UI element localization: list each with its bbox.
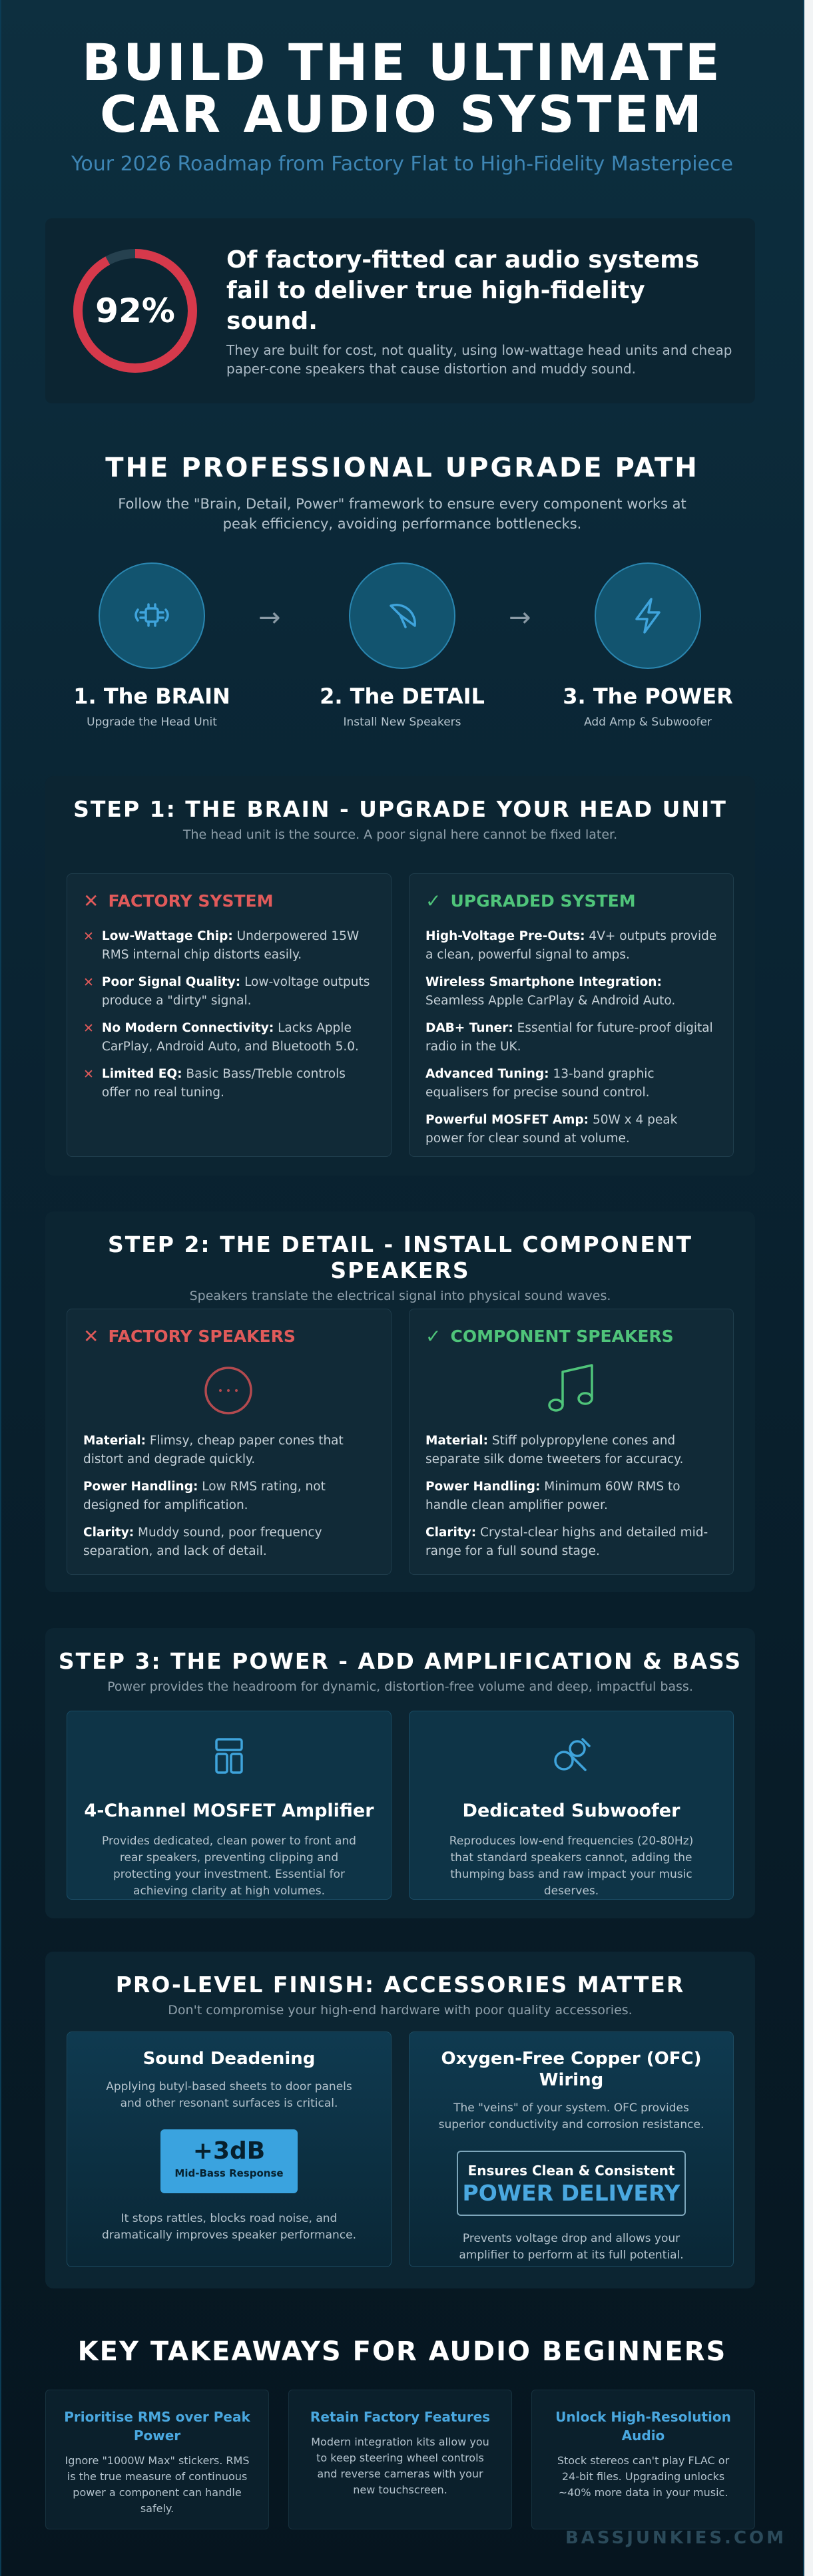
section-title: STEP 1: THE BRAIN - UPGRADE YOUR HEAD UNIT [73,796,727,822]
path-step-sub: Install New Speakers [343,716,461,729]
section-subtitle: Power provides the headroom for dynamic, distortion-free volume and deep, impactful bass. [107,1679,693,1694]
path-description: Follow the "Brain, Detail, Power" framework to ensure every component works at peak efficiency, avoiding performance bottlenecks. [118,496,686,532]
deadening-desc: Applying butyl-based sheets to door panels and other resonant surfaces is critical. [106,2080,352,2110]
hero-title-line1: BUILD THE ULTIMATE [82,33,722,92]
power-badge-line2: POWER DELIVERY [462,2180,680,2206]
takeaways-title: KEY TAKEAWAYS FOR AUDIO BEGINNERS [77,2336,727,2367]
broken-speaker-icon [202,1364,255,1417]
list-item: Clarity: Muddy sound, poor frequency separation, and lack of detail. [83,1526,322,1558]
factory-speakers-list [83,1432,375,1570]
list-item: DAB+ Tuner: Essential for future-proof digital radio in the UK. [425,1021,713,1054]
card-title [425,1325,674,1347]
close-icon: ✕ [83,890,99,912]
arrow-icon: → [258,602,281,633]
section-subtitle: Don't compromise your high-end hardware with poor quality accessories. [168,2003,633,2018]
list-item: Power Handling: Minimum 60W RMS to handle clean amplifier power. [425,1480,680,1512]
ofc-desc: The "veins" of your system. OFC provides superior conductivity and corrosion resistance. [438,2101,704,2131]
path-step-sub: Upgrade the Head Unit [87,716,217,729]
takeaway-desc: Stock stereos can't play FLAC or 24-bit files. Upgrading unlocks ~40% more data in your music. [557,2454,730,2499]
takeaway-heading: Prioritise RMS over Peak Power [64,2409,250,2444]
brand-watermark: BASSJUNKIES.COM [565,2528,786,2548]
cross-icon: ✕ [83,1067,94,1082]
subwoofer-desc: Reproduces low-end frequencies (20-80Hz) that standard speakers cannot, adding the thumping bass and raw impact your music deserves. [449,1834,694,1898]
close-icon: ✕ [83,1325,99,1347]
deadening-title: Sound Deadening [142,2049,316,2069]
speaker-detail-icon [349,562,455,669]
hero-title [0,33,804,144]
amplifier-desc: Provides dedicated, clean power to front and rear speakers, preventing clipping and protecting your investment. Essential for achieving clarity at high volumes. [102,1834,356,1898]
stat-description: They are built for cost, not quality, using low-wattage head units and cheap paper-cone speakers that cause distortion and muddy sound. [226,342,732,377]
list-item: Wireless Smartphone Integration: Seamless Apple CarPlay & Android Auto. [425,975,676,1008]
deadening-foot: It stops rattles, blocks road noise, and dramatically improves speaker performance. [101,2212,356,2242]
cross-icon: ✕ [83,975,94,990]
list-item: Clarity: Crystal-clear highs and detailed mid-range for a full sound stage. [425,1526,708,1558]
section-title: STEP 3: THE POWER - ADD AMPLIFICATION & BASS [58,1648,742,1674]
page-margin [804,0,813,2576]
takeaway-card [288,2390,512,2529]
section-subtitle: The head unit is the source. A poor signal here cannot be fixed later. [182,827,618,842]
path-step-label: 1. The BRAIN [73,684,230,709]
power-delivery-badge [457,2151,686,2216]
accessories-section [45,1952,755,2288]
music-note-icon [545,1361,599,1417]
card-title-text: FACTORY SPEAKERS [108,1327,296,1346]
brain-circuit-icon [99,562,205,669]
card-title [83,890,274,912]
factory-speakers-card [67,1309,392,1575]
lightning-icon [595,562,701,669]
takeaway-desc: Ignore "1000W Max" stickers. RMS is the true measure of continuous power a component can handle safely. [65,2454,250,2515]
card-title-text: FACTORY SYSTEM [108,891,274,911]
subwoofer-title: Dedicated Subwoofer [462,1801,680,1821]
list-item: Advanced Tuning: 13-band graphic equalisers for precise sound control. [425,1067,655,1100]
check-icon: ✓ [425,890,441,912]
list-item: ✕ No Modern Connectivity: Lacks Apple CarPlay, Android Auto, and Bluetooth 5.0. [83,1019,375,1056]
takeaway-heading: Retain Factory Features [310,2409,491,2425]
step1-section [45,776,755,1176]
list-item: ✕ Low-Wattage Chip: Underpowered 15W RMS internal chip distorts easily. [83,927,375,965]
path-step-brain [52,562,252,729]
path-step-power [548,562,748,729]
path-step-detail [302,562,502,729]
step3-section [45,1628,755,1918]
db-badge-label: Mid-Bass Response [174,2167,284,2179]
amplifier-icon [206,1733,252,1779]
path-title: THE PROFESSIONAL UPGRADE PATH [105,453,699,483]
list-item: High-Voltage Pre-Outs: 4V+ outputs provide a clean, powerful signal to amps. [425,929,717,962]
card-title [425,890,636,912]
list-item: ✕ Limited EQ: Basic Bass/Treble controls offer no real tuning. [83,1065,375,1102]
stat-headline: Of factory-fitted car audio systems fail to deliver true high-fidelity sound. [226,246,700,335]
list-item: Power Handling: Low RMS rating, not designed for amplification. [83,1480,326,1512]
section-title: STEP 2: THE DETAIL - INSTALL COMPONENT SPEAKERS [107,1231,693,1283]
ofc-foot: Prevents voltage drop and allows your amplifier to perform at its full potential. [459,2232,684,2262]
hero-title-line2: CAR AUDIO SYSTEM [99,85,705,144]
stat-card [45,218,755,403]
takeaway-heading: Unlock High-Resolution Audio [555,2409,731,2444]
arrow-icon: → [509,602,531,633]
list-item: ✕ Poor Signal Quality: Low-voltage outputs produce a "dirty" signal. [83,973,375,1010]
sound-deadening-card [67,2032,392,2267]
cross-icon: ✕ [83,929,94,944]
takeaway-card [531,2390,755,2529]
card-title [83,1325,296,1347]
upgraded-system-card [409,873,734,1157]
component-speakers-card [409,1309,734,1575]
card-title-text: COMPONENT SPEAKERS [450,1327,674,1346]
takeaway-card [45,2390,269,2529]
path-step-sub: Add Amp & Subwoofer [584,716,712,729]
list-item: Powerful MOSFET Amp: 50W x 4 peak power for clear sound at volume. [425,1113,678,1146]
list-item: Material: Flimsy, cheap paper cones that distort and degrade quickly. [83,1434,344,1466]
path-step-label: 2. The DETAIL [320,684,485,709]
percentage-ring [72,248,198,374]
card-title-text: UPGRADED SYSTEM [450,891,636,911]
path-step-label: 3. The POWER [563,684,733,709]
amplifier-title: 4-Channel MOSFET Amplifier [84,1801,374,1821]
factory-system-card [67,873,392,1157]
db-badge-value: +3dB [192,2137,266,2165]
amplifier-card [67,1711,392,1900]
section-subtitle: Speakers translate the electrical signal into physical sound waves. [189,1289,611,1303]
upgraded-list [425,927,717,1157]
ofc-title: Oxygen-Free Copper (OFC) Wiring [441,2049,702,2090]
step2-section [45,1211,755,1592]
cross-icon: ✕ [83,1021,94,1036]
hero-subtitle: Your 2026 Roadmap from Factory Flat to High-Fidelity Masterpiece [71,152,733,176]
db-badge [160,2129,298,2193]
power-badge-line1: Ensures Clean & Consistent [467,2163,675,2179]
check-icon: ✓ [425,1325,441,1347]
hero [0,33,804,176]
subwoofer-card [409,1711,734,1900]
section-title: PRO-LEVEL FINISH: ACCESSORIES MATTER [115,1972,685,1998]
ofc-wiring-card [409,2032,734,2267]
subwoofer-icon [548,1733,595,1779]
component-speakers-list [425,1432,717,1570]
takeaway-desc: Modern integration kits allow you to keep steering wheel controls and reverse cameras with your new touchscreen. [311,2436,489,2496]
factory-list [83,927,375,1111]
stat-value: 92% [95,292,175,330]
list-item: Material: Stiff polypropylene cones and separate silk dome tweeters for accuracy. [425,1434,684,1466]
